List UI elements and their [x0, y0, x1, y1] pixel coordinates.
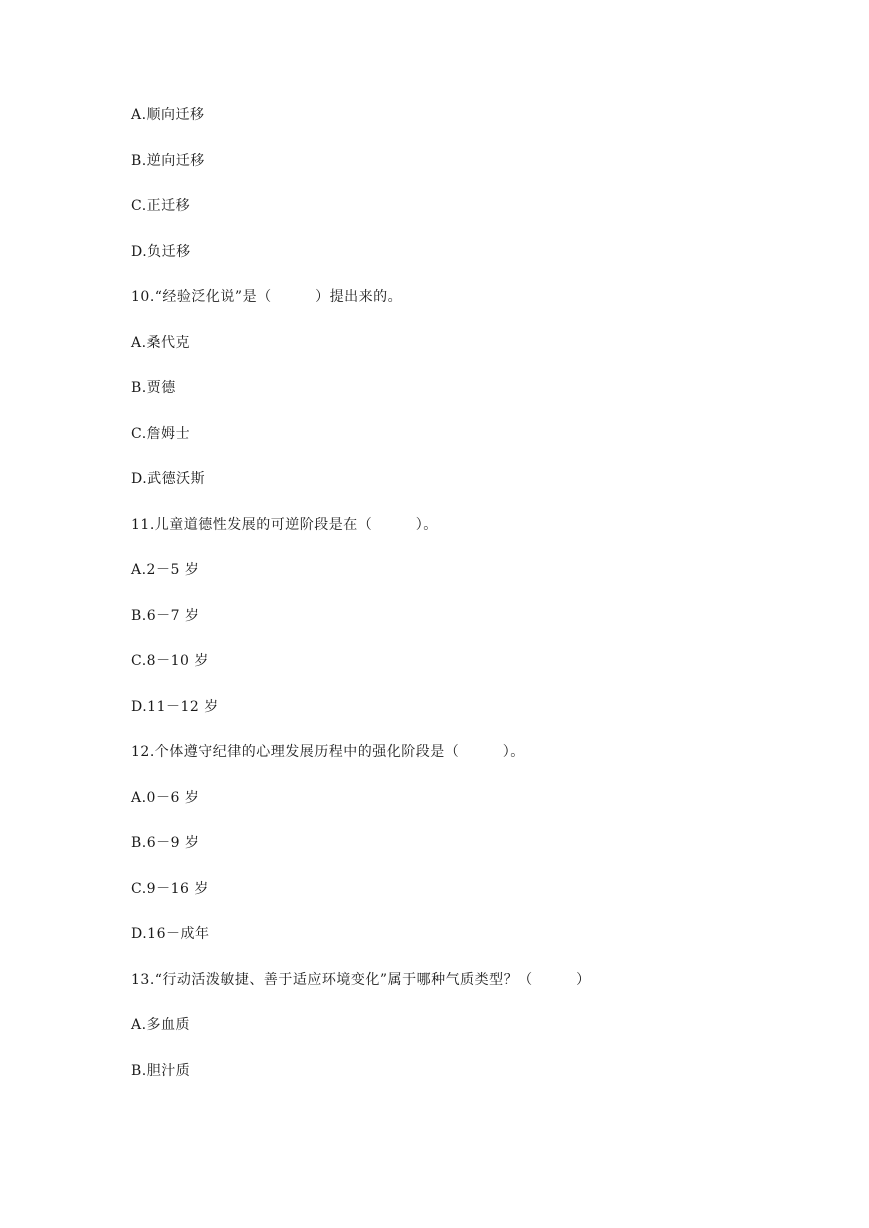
- option-a-q9: A.顺向迁移: [131, 107, 205, 123]
- option-a-q10: A.桑代克: [131, 334, 191, 351]
- option-c-q12: C.9－16 岁: [131, 880, 209, 897]
- option-d-q11: D.11－12 岁: [131, 698, 219, 715]
- question-list: [131, 103, 591, 1104]
- question-12: 12.个体遵守纪律的心理发展历程中的强化阶段是（ ）。: [131, 744, 525, 760]
- question-10: 10.“经验泛化说”是（ ）提出来的。: [131, 289, 403, 305]
- option-c-q10: C.詹姆士: [131, 425, 191, 442]
- option-d-q10: D.武德沃斯: [131, 471, 206, 487]
- option-b-q12: B.6－9 岁: [131, 835, 200, 851]
- option-b-q11: B.6－7 岁: [131, 607, 200, 624]
- option-a-q12: A.0－6 岁: [131, 789, 200, 806]
- question-13: 13.“行动活泼敏捷、善于适应环境变化”属于哪种气质类型？（ ）: [131, 971, 591, 988]
- option-d-q9: D.负迁移: [131, 243, 191, 260]
- option-d-q12: D.16－成年: [131, 926, 210, 942]
- option-b-q10: B.贾德: [131, 380, 176, 396]
- option-c-q9: C.正迁移: [131, 198, 191, 214]
- question-11: 11.儿童道德性发展的可逆阶段是在（ ）。: [131, 516, 438, 533]
- option-a-q11: A.2－5 岁: [131, 562, 200, 578]
- option-b-q9: B.逆向迁移: [131, 152, 205, 169]
- option-b-q13: B.胆汁质: [131, 1062, 191, 1079]
- option-a-q13: A.多血质: [131, 1017, 191, 1033]
- option-c-q11: C.8－10 岁: [131, 653, 209, 669]
